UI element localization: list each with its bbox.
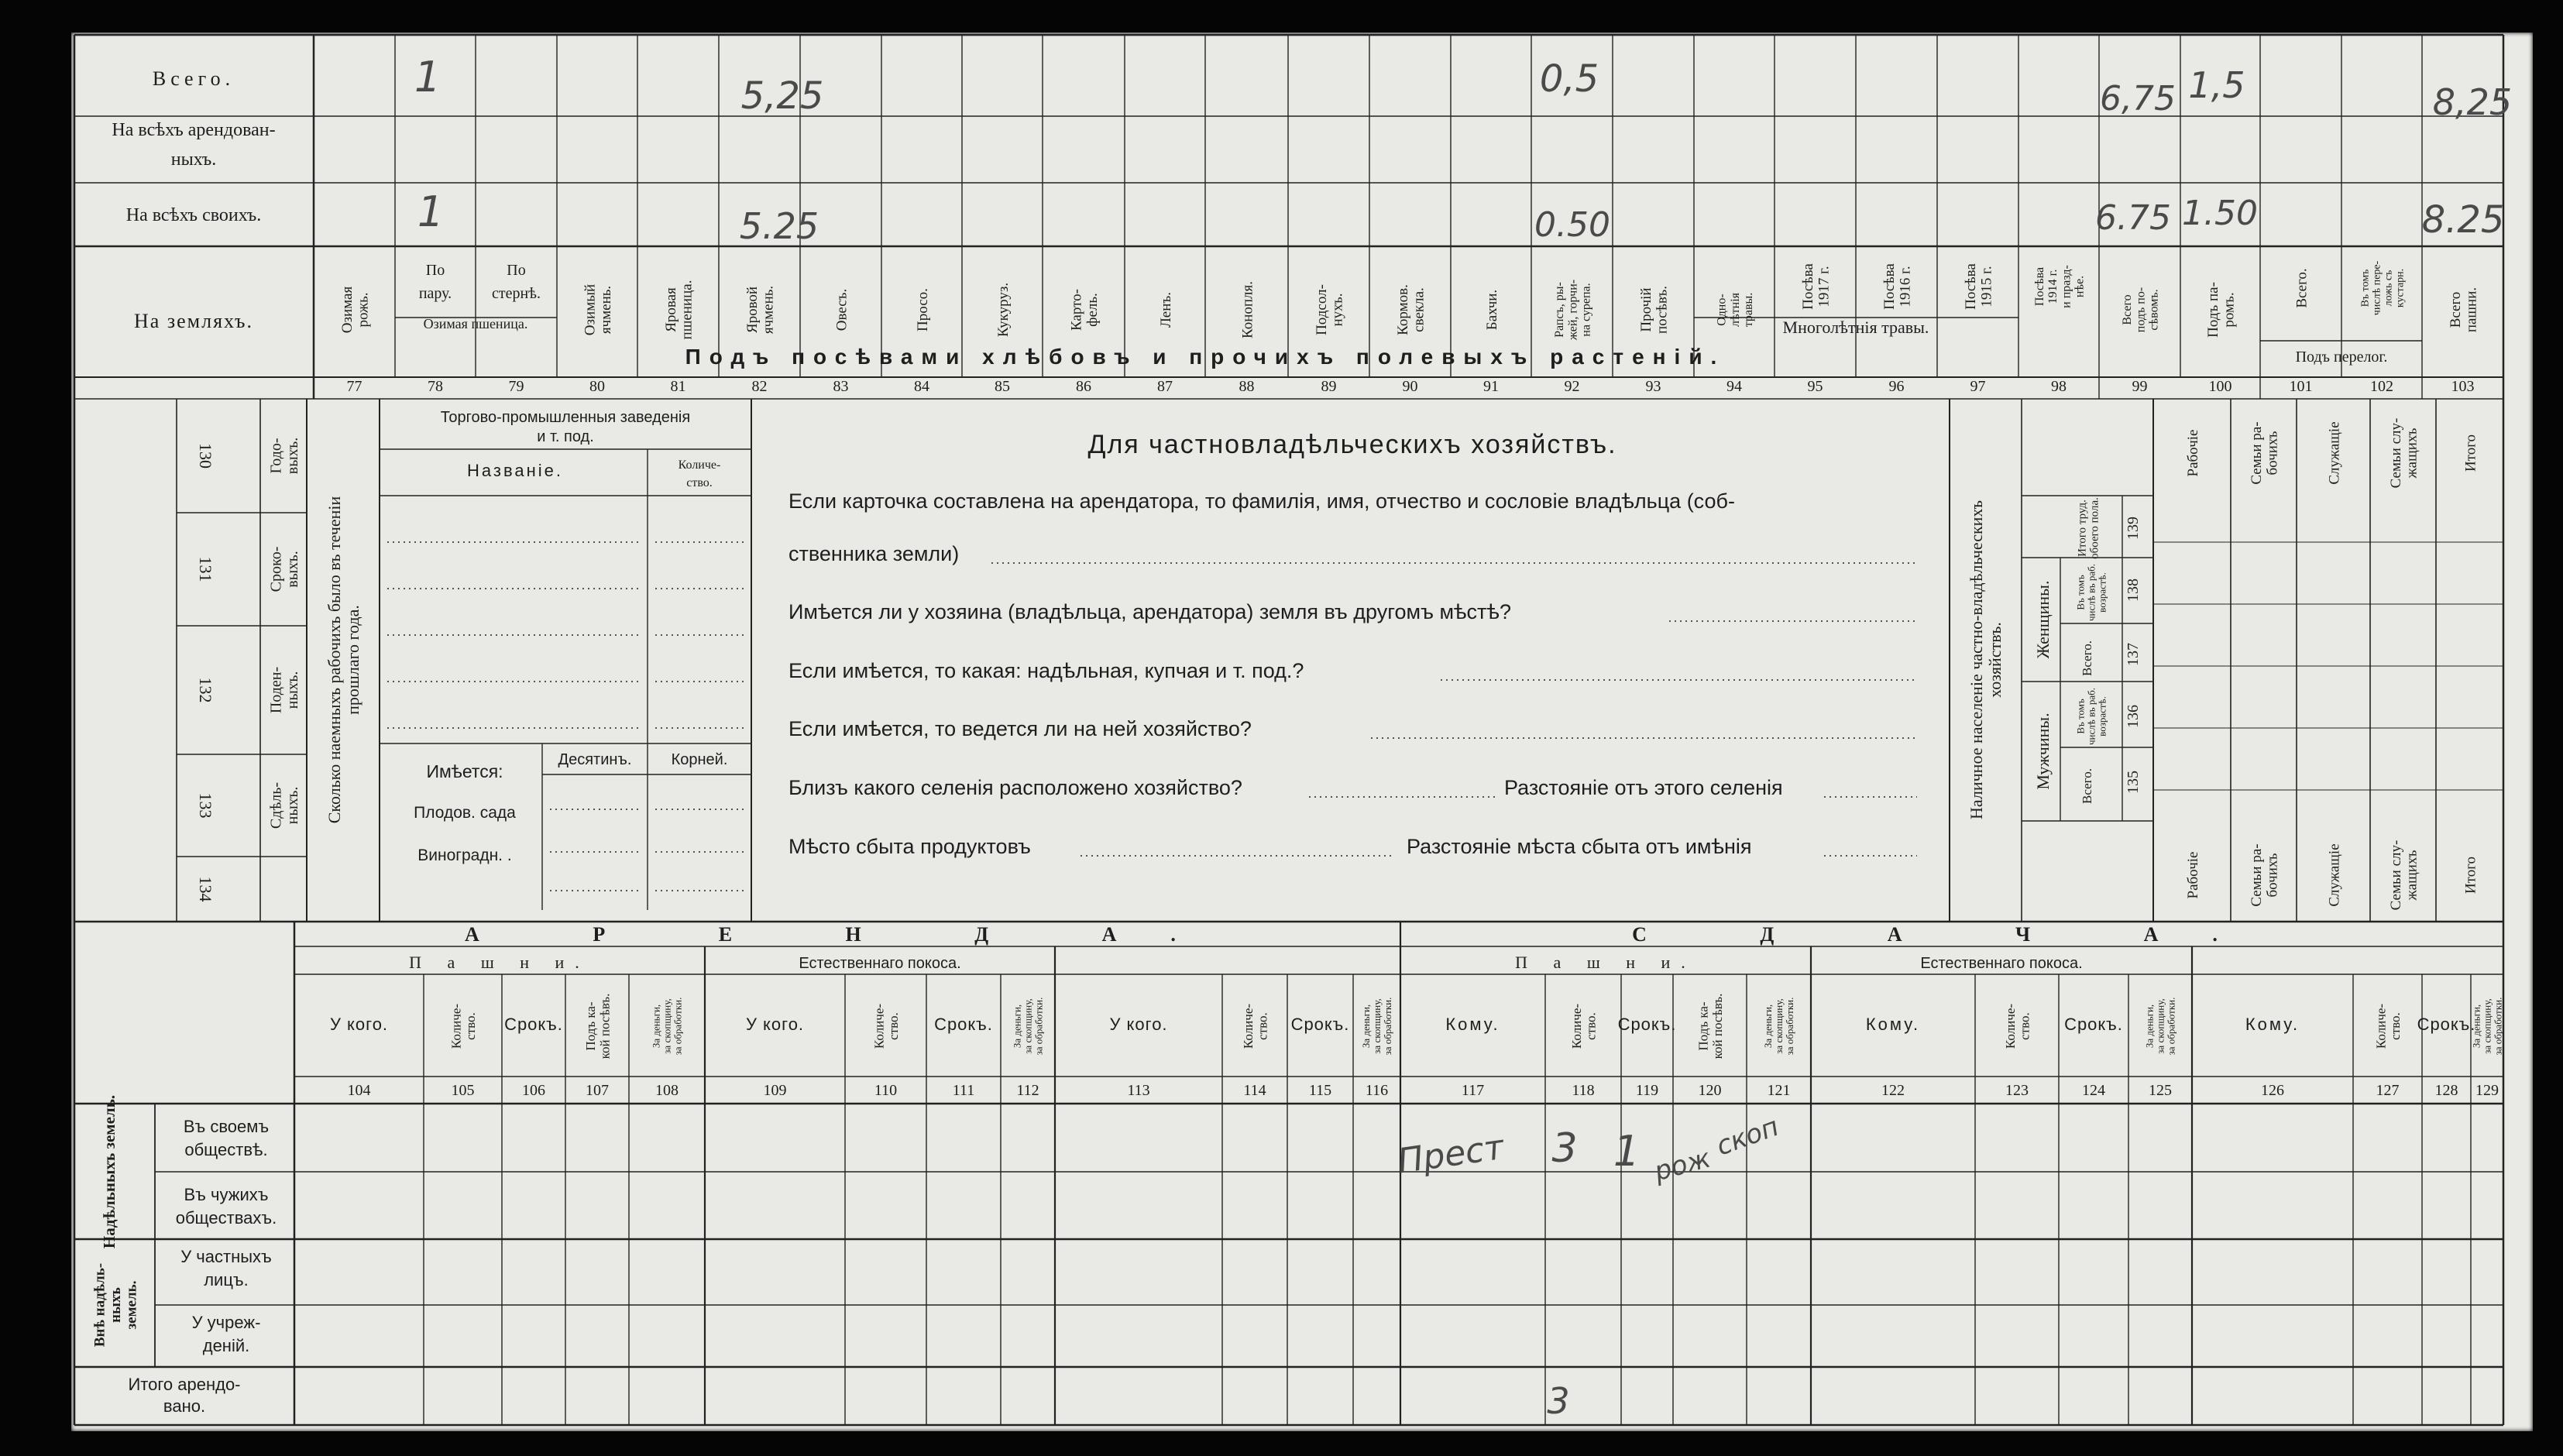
question-text: Мѣсто сбыта продуктовъ [788, 835, 1031, 858]
group-header: прошлаго года. [342, 605, 362, 715]
column-header: Срокъ. [2064, 1015, 2123, 1034]
column-number: 118 [1572, 1082, 1595, 1099]
column-header: Всего [2120, 294, 2134, 325]
column-header: за обработки. [2165, 997, 2177, 1056]
column-header: Посѣва [1963, 263, 1980, 310]
column-number: 108 [655, 1082, 679, 1099]
column-number: 133 [196, 792, 215, 819]
column-header: травы. [1742, 292, 1756, 328]
row-label-land: На земляхъ. [134, 310, 253, 332]
question-text: Близъ какого селенiя расположено хозяйство? [788, 776, 1242, 799]
group-header: земель. [123, 1280, 140, 1330]
handwritten-value: 0,5 [1539, 57, 1599, 101]
column-header: обоего пола. [2088, 497, 2101, 559]
column-header: Количе- [2002, 1003, 2018, 1049]
group-header: П а ш н и. [1515, 953, 1696, 972]
column-number: 89 [1321, 378, 1337, 395]
column-header: Служащiе [2326, 843, 2343, 907]
column-number: 79 [508, 378, 524, 395]
column-header: Кукуруз. [995, 282, 1012, 338]
column-number: 96 [1888, 378, 1905, 395]
column-header: ство. [2017, 1012, 2032, 1040]
section-title: Для частновладѣльческихъ хозяйствъ. [1087, 430, 1617, 459]
row-label-men: Мужчины. [2033, 713, 2053, 790]
column-header: ство. [1255, 1012, 1270, 1040]
column-number: 82 [751, 378, 768, 395]
column-number: 86 [1076, 378, 1091, 395]
handwritten-value: 6,75 [2100, 79, 2176, 118]
column-number: 113 [1127, 1082, 1150, 1099]
handwritten-value: 5,25 [740, 74, 824, 118]
column-number: 111 [952, 1082, 975, 1099]
column-header: У кого. [329, 1015, 389, 1034]
column-header: 1916 г. [1897, 266, 1914, 307]
column-header: Итого труд. [2076, 500, 2089, 557]
column-header: У кого. [745, 1015, 805, 1034]
column-number: 95 [1807, 378, 1823, 395]
row-label: обществѣ. [184, 1140, 268, 1159]
column-header: на сурепа. [1579, 283, 1593, 337]
column-header: Количе- [1240, 1003, 1256, 1049]
column-header: Озимый [582, 283, 599, 336]
column-header: сѣвомъ. [2147, 289, 2161, 331]
column-number: 135 [2125, 771, 2142, 794]
column-number: 101 [2289, 378, 2313, 395]
group-header: Наличное населенiе частно-владѣльческихъ [1967, 500, 1987, 819]
column-number: 114 [1243, 1082, 1266, 1099]
group-header: П а ш н и. [409, 953, 590, 972]
column-number: 84 [914, 378, 929, 395]
column-header: За деньги, [650, 1004, 662, 1049]
column-header: ныхъ. [284, 786, 301, 825]
column-number: 87 [1157, 378, 1173, 395]
column-header: посѣвъ. [1654, 286, 1671, 334]
column-header: У кого. [1109, 1015, 1168, 1034]
handwritten-value: 5.25 [739, 205, 819, 247]
column-header: ячмень. [598, 285, 615, 335]
column-number: 128 [2434, 1082, 2458, 1099]
column-number: 93 [1645, 378, 1661, 395]
column-header: Кому. [1445, 1015, 1500, 1034]
column-header: возрастѣ. [2096, 696, 2108, 737]
column-number: 123 [2005, 1082, 2029, 1099]
column-header: Подъ ка- [1695, 1001, 1711, 1051]
column-number: 102 [2370, 378, 2393, 395]
column-number: 116 [1365, 1082, 1389, 1099]
column-number: 131 [196, 556, 215, 582]
column-header: Служащiе [2326, 421, 2343, 485]
column-header: Десятинъ. [558, 751, 632, 768]
group-header: Естественнаго покоса. [799, 955, 961, 972]
column-header: Всего. [2293, 268, 2310, 308]
column-header: Срокъ. [1290, 1015, 1350, 1034]
row-label: Въ своемъ [183, 1117, 270, 1136]
row-label-leased: ныхъ. [170, 149, 217, 170]
column-header: Рабочiе [2184, 429, 2201, 477]
column-header: Семьи ра- [2249, 421, 2266, 485]
group-header: Естественнаго покоса. [1920, 955, 2083, 972]
column-header: кустарн. [2394, 268, 2407, 308]
column-number: 136 [2125, 705, 2142, 728]
column-number: 137 [2125, 643, 2142, 666]
row-label: обществахъ. [175, 1208, 277, 1228]
section-banner: А Р Е Н Д А. [465, 923, 1230, 946]
column-number: 109 [763, 1082, 787, 1099]
column-header: Годо- [267, 438, 285, 474]
column-number: 125 [2149, 1082, 2172, 1099]
column-header: жей, горчи- [1566, 279, 1580, 341]
column-header: выхъ. [284, 551, 301, 588]
group-header: Озимая пшеница. [423, 316, 528, 331]
handwritten-value: 6.75 [2095, 198, 2171, 238]
row-label-own: На всѣхъ своихъ. [125, 205, 262, 225]
group-header: Надѣльныхъ земель. [100, 1094, 119, 1249]
column-header: Ленъ. [1157, 292, 1174, 328]
handwritten-value: 1 [1613, 1127, 1641, 1176]
column-header: пшеница. [679, 280, 696, 340]
group-header: Подъ перелог. [2295, 349, 2388, 366]
column-header: Прочiй [1638, 287, 1655, 332]
question-text: Если имѣется, то ведется ли на ней хозяйство? [788, 717, 1252, 740]
column-header: ныхъ. [284, 671, 301, 709]
column-header: За деньги, [1762, 1004, 1775, 1049]
column-header: ромъ. [2221, 292, 2238, 328]
column-number: 103 [2451, 378, 2475, 395]
column-number: 121 [1767, 1082, 1791, 1099]
column-header: Количе- [871, 1003, 887, 1049]
handwritten-value: 3 [1547, 1380, 1570, 1422]
column-header: Кому. [2245, 1015, 2300, 1034]
column-header: Итого [2462, 434, 2479, 472]
column-number: 100 [2208, 378, 2232, 395]
column-header: нѣе. [2073, 275, 2087, 298]
section-banner: С Д А Ч А. [1632, 923, 2272, 946]
column-number: 92 [1564, 378, 1580, 395]
column-header: фель. [1084, 293, 1101, 327]
column-header: За деньги, [2143, 1004, 2156, 1049]
column-number: 90 [1402, 378, 1418, 395]
column-header: Названiе. [466, 461, 564, 480]
column-header: за скопщину, [1022, 998, 1034, 1054]
column-header: числѣ въ раб. [2085, 564, 2097, 621]
row-label-total: Всего. [152, 67, 235, 90]
column-number: 138 [2125, 579, 2142, 602]
column-number: 112 [1016, 1082, 1039, 1099]
column-number: 99 [2132, 378, 2148, 395]
column-header: Срокъ. [1617, 1015, 1677, 1034]
group-header: Внѣ надѣль- [91, 1262, 108, 1348]
column-number: 130 [196, 443, 215, 469]
column-number: 126 [2261, 1082, 2284, 1099]
handwritten-value: 8.25 [2421, 198, 2505, 242]
column-header: пашни. [2463, 287, 2480, 333]
column-header: Всего. [2080, 768, 2094, 804]
column-header: Количе- [448, 1003, 464, 1049]
column-number: 94 [1726, 378, 1742, 395]
row-label: лицъ. [204, 1270, 249, 1289]
column-number: 85 [995, 378, 1010, 395]
column-number: 104 [347, 1082, 371, 1099]
column-header: Количе- [1568, 1003, 1584, 1049]
group-header: Сколько наемныхъ рабочихъ было въ теченiи [325, 496, 345, 824]
group-header: Торгово-промышленныя заведенiя [440, 409, 691, 426]
question-text: Разстоянiе мѣста сбыта отъ имѣнiя [1407, 835, 1752, 858]
column-header: ство. [885, 1012, 901, 1040]
column-header: за скопщину, [661, 998, 673, 1054]
column-number: 88 [1239, 378, 1255, 395]
column-number: 107 [586, 1082, 609, 1099]
column-header: подъ по- [2134, 287, 2148, 333]
column-header: за скопщину, [2481, 998, 2493, 1054]
handwritten-value: 8,25 [2432, 81, 2513, 123]
column-header: Подъ па- [2205, 282, 2222, 338]
column-header: Въ томъ [2359, 269, 2372, 307]
question-text: Если имѣется, то какая: надѣльная, купчая и т. под.? [788, 659, 1304, 682]
column-number: 129 [2475, 1082, 2499, 1099]
row-label: У частныхъ [180, 1247, 272, 1266]
column-number: 117 [1461, 1082, 1485, 1099]
column-number: 97 [1970, 378, 1986, 395]
row-label: Имѣется: [426, 761, 503, 781]
column-header: бочихъ [2264, 853, 2281, 898]
column-header: Въ томъ [2074, 699, 2087, 734]
column-number: 81 [670, 378, 686, 395]
column-header: 1914 г. [2046, 269, 2060, 304]
column-number: 122 [1881, 1082, 1905, 1099]
column-header: Конопля. [1239, 280, 1256, 339]
column-header: Сроко- [267, 546, 285, 592]
column-header: ячмень. [760, 285, 777, 335]
column-header: кой посѣвъ. [597, 993, 613, 1059]
question-text: ственника земли) [788, 542, 960, 565]
column-header: Озимая [339, 286, 356, 334]
row-label-total: вано. [163, 1396, 206, 1416]
row-label-leased: На всѣхъ арендован- [112, 120, 276, 140]
column-header: жащихъ [2403, 428, 2420, 479]
column-header: ство. [2387, 1012, 2403, 1040]
handwritten-value: 1 [414, 53, 441, 101]
column-header: Кому. [1865, 1015, 1921, 1034]
column-header: рожь. [355, 292, 372, 328]
column-header: за обработки. [1784, 997, 1796, 1056]
column-number: 106 [522, 1082, 545, 1099]
column-header: кой посѣвъ. [1709, 993, 1725, 1059]
column-header: Подсол- [1314, 284, 1331, 335]
column-header: По [507, 262, 526, 279]
row-label: У учреж- [191, 1313, 261, 1332]
column-header: Срокъ. [2417, 1015, 2476, 1034]
column-header: Всего. [2080, 640, 2094, 676]
handwritten-value: скоп [1712, 1111, 1783, 1162]
column-header: числѣ пере- [2371, 260, 2383, 316]
column-header: за обработки. [1382, 997, 1394, 1056]
column-header: Подъ ка- [582, 1001, 598, 1051]
handwritten-value: 3 [1551, 1125, 1578, 1172]
handwritten-value: 0.50 [1534, 205, 1610, 245]
handwritten-value: 1 [417, 187, 445, 236]
question-text: Разстоянiе отъ этого селенiя [1504, 776, 1783, 799]
column-header: Всего [2448, 291, 2465, 328]
column-header: Овесъ. [833, 288, 850, 331]
column-header: Посѣва [1881, 263, 1898, 310]
row-label: Плодов. сада [414, 804, 516, 822]
column-header: лѣтнiя [1728, 292, 1742, 328]
group-header: хозяйствъ. [1984, 622, 2005, 698]
column-number: 83 [833, 378, 849, 395]
column-header: за скопщину, [1773, 998, 1785, 1054]
column-header: ложь съ [2383, 270, 2395, 307]
column-number: 139 [2125, 517, 2142, 540]
column-header: Семьи ра- [2249, 843, 2266, 907]
column-header: за скопщину, [1371, 998, 1383, 1054]
column-header: Семьи слу- [2388, 840, 2405, 911]
row-label: денiй. [202, 1336, 250, 1355]
column-header: Въ томъ [2074, 575, 2087, 610]
column-header: числѣ въ раб. [2085, 688, 2097, 745]
row-label-women: Женщины. [2033, 580, 2053, 659]
column-header: Яровой [744, 286, 761, 334]
column-header: Срокъ. [934, 1015, 993, 1034]
column-number: 78 [428, 378, 443, 395]
column-header: и празд- [2060, 265, 2073, 308]
column-header: По [425, 262, 445, 279]
column-header: бочихъ [2264, 431, 2281, 476]
column-header: за обработки. [2492, 997, 2504, 1056]
column-header: За деньги, [1011, 1004, 1023, 1049]
column-header: ство. [1583, 1012, 1599, 1040]
column-header: Рабочiе [2184, 851, 2201, 899]
column-header: 1915 г. [1978, 266, 1995, 307]
column-number: 115 [1308, 1082, 1332, 1099]
column-header: Бахчи. [1483, 289, 1500, 331]
column-number: 80 [589, 378, 605, 395]
column-header: За деньги, [2470, 1004, 2482, 1049]
handwritten-value: 1.50 [2182, 194, 2258, 233]
column-header: пару. [418, 285, 452, 302]
group-header: ныхъ [107, 1287, 124, 1323]
column-header: свекла. [1410, 287, 1428, 332]
question-text: Если карточка составлена на арендатора, то фамилiя, имя, отчество и сословiе владѣльца (соб- [788, 489, 1735, 513]
column-number: 119 [1635, 1082, 1659, 1099]
column-header: Карто- [1068, 289, 1085, 331]
handwritten-value: рож [1651, 1142, 1714, 1188]
column-header: Количе- [2373, 1003, 2389, 1049]
column-header: Срокъ. [504, 1015, 563, 1034]
question-text: Имѣется ли у хозяина (владѣльца, арендатора) земля въ другомъ мѣстѣ? [788, 600, 1511, 623]
column-header: Яровая [663, 287, 680, 332]
handwritten-value: Прест [1395, 1127, 1507, 1182]
column-number: 132 [196, 677, 215, 703]
column-number: 77 [346, 378, 362, 395]
column-number: 91 [1483, 378, 1499, 395]
column-number: 98 [2051, 378, 2067, 395]
group-header: Многолѣтнiя травы. [1782, 318, 1929, 337]
column-header: Семьи слу- [2388, 417, 2405, 489]
column-header: стернѣ. [491, 285, 541, 302]
column-header: ство. [462, 1012, 478, 1040]
column-number: 134 [196, 876, 215, 902]
row-label: Въ чужихъ [184, 1185, 269, 1204]
column-number: 105 [451, 1082, 475, 1099]
column-header: Кормов. [1395, 284, 1412, 335]
row-label-total: Итого арендо- [128, 1375, 241, 1394]
column-header: Рапсъ, ры- [1552, 282, 1566, 338]
column-header: Сдѣль- [267, 781, 285, 829]
section-banner: Подъ посѣвами хлѣбовъ и прочихъ полевыхъ растенiй. [685, 345, 1726, 369]
column-header: ство. [686, 476, 713, 489]
column-header: Одно- [1715, 294, 1729, 326]
column-header: 1917 г. [1816, 266, 1833, 307]
column-header: за обработки. [1032, 997, 1045, 1056]
column-header: Просо. [914, 288, 931, 331]
column-header: за обработки. [672, 997, 684, 1056]
column-number: 127 [2376, 1082, 2400, 1099]
row-label: Виноградн. . [417, 846, 512, 864]
handwritten-value: 1,5 [2188, 64, 2245, 106]
column-header: Итого [2462, 856, 2479, 895]
column-header: возрастѣ. [2096, 572, 2108, 613]
column-header: Корней. [671, 751, 728, 768]
column-header: нухъ. [1329, 293, 1346, 327]
column-header: выхъ. [284, 437, 301, 475]
column-header: За деньги, [1360, 1004, 1373, 1049]
column-header: за скопщину, [2154, 998, 2166, 1054]
column-header: Посѣва [1800, 263, 1817, 310]
column-header: Количе- [678, 458, 721, 472]
column-header: жащихъ [2403, 850, 2420, 901]
column-number: 120 [1698, 1082, 1722, 1099]
group-header: и т. под. [537, 428, 594, 445]
column-number: 110 [874, 1082, 898, 1099]
column-number: 124 [2082, 1082, 2105, 1099]
column-header: Поден- [267, 666, 285, 714]
column-header: Посѣва [2032, 266, 2046, 307]
